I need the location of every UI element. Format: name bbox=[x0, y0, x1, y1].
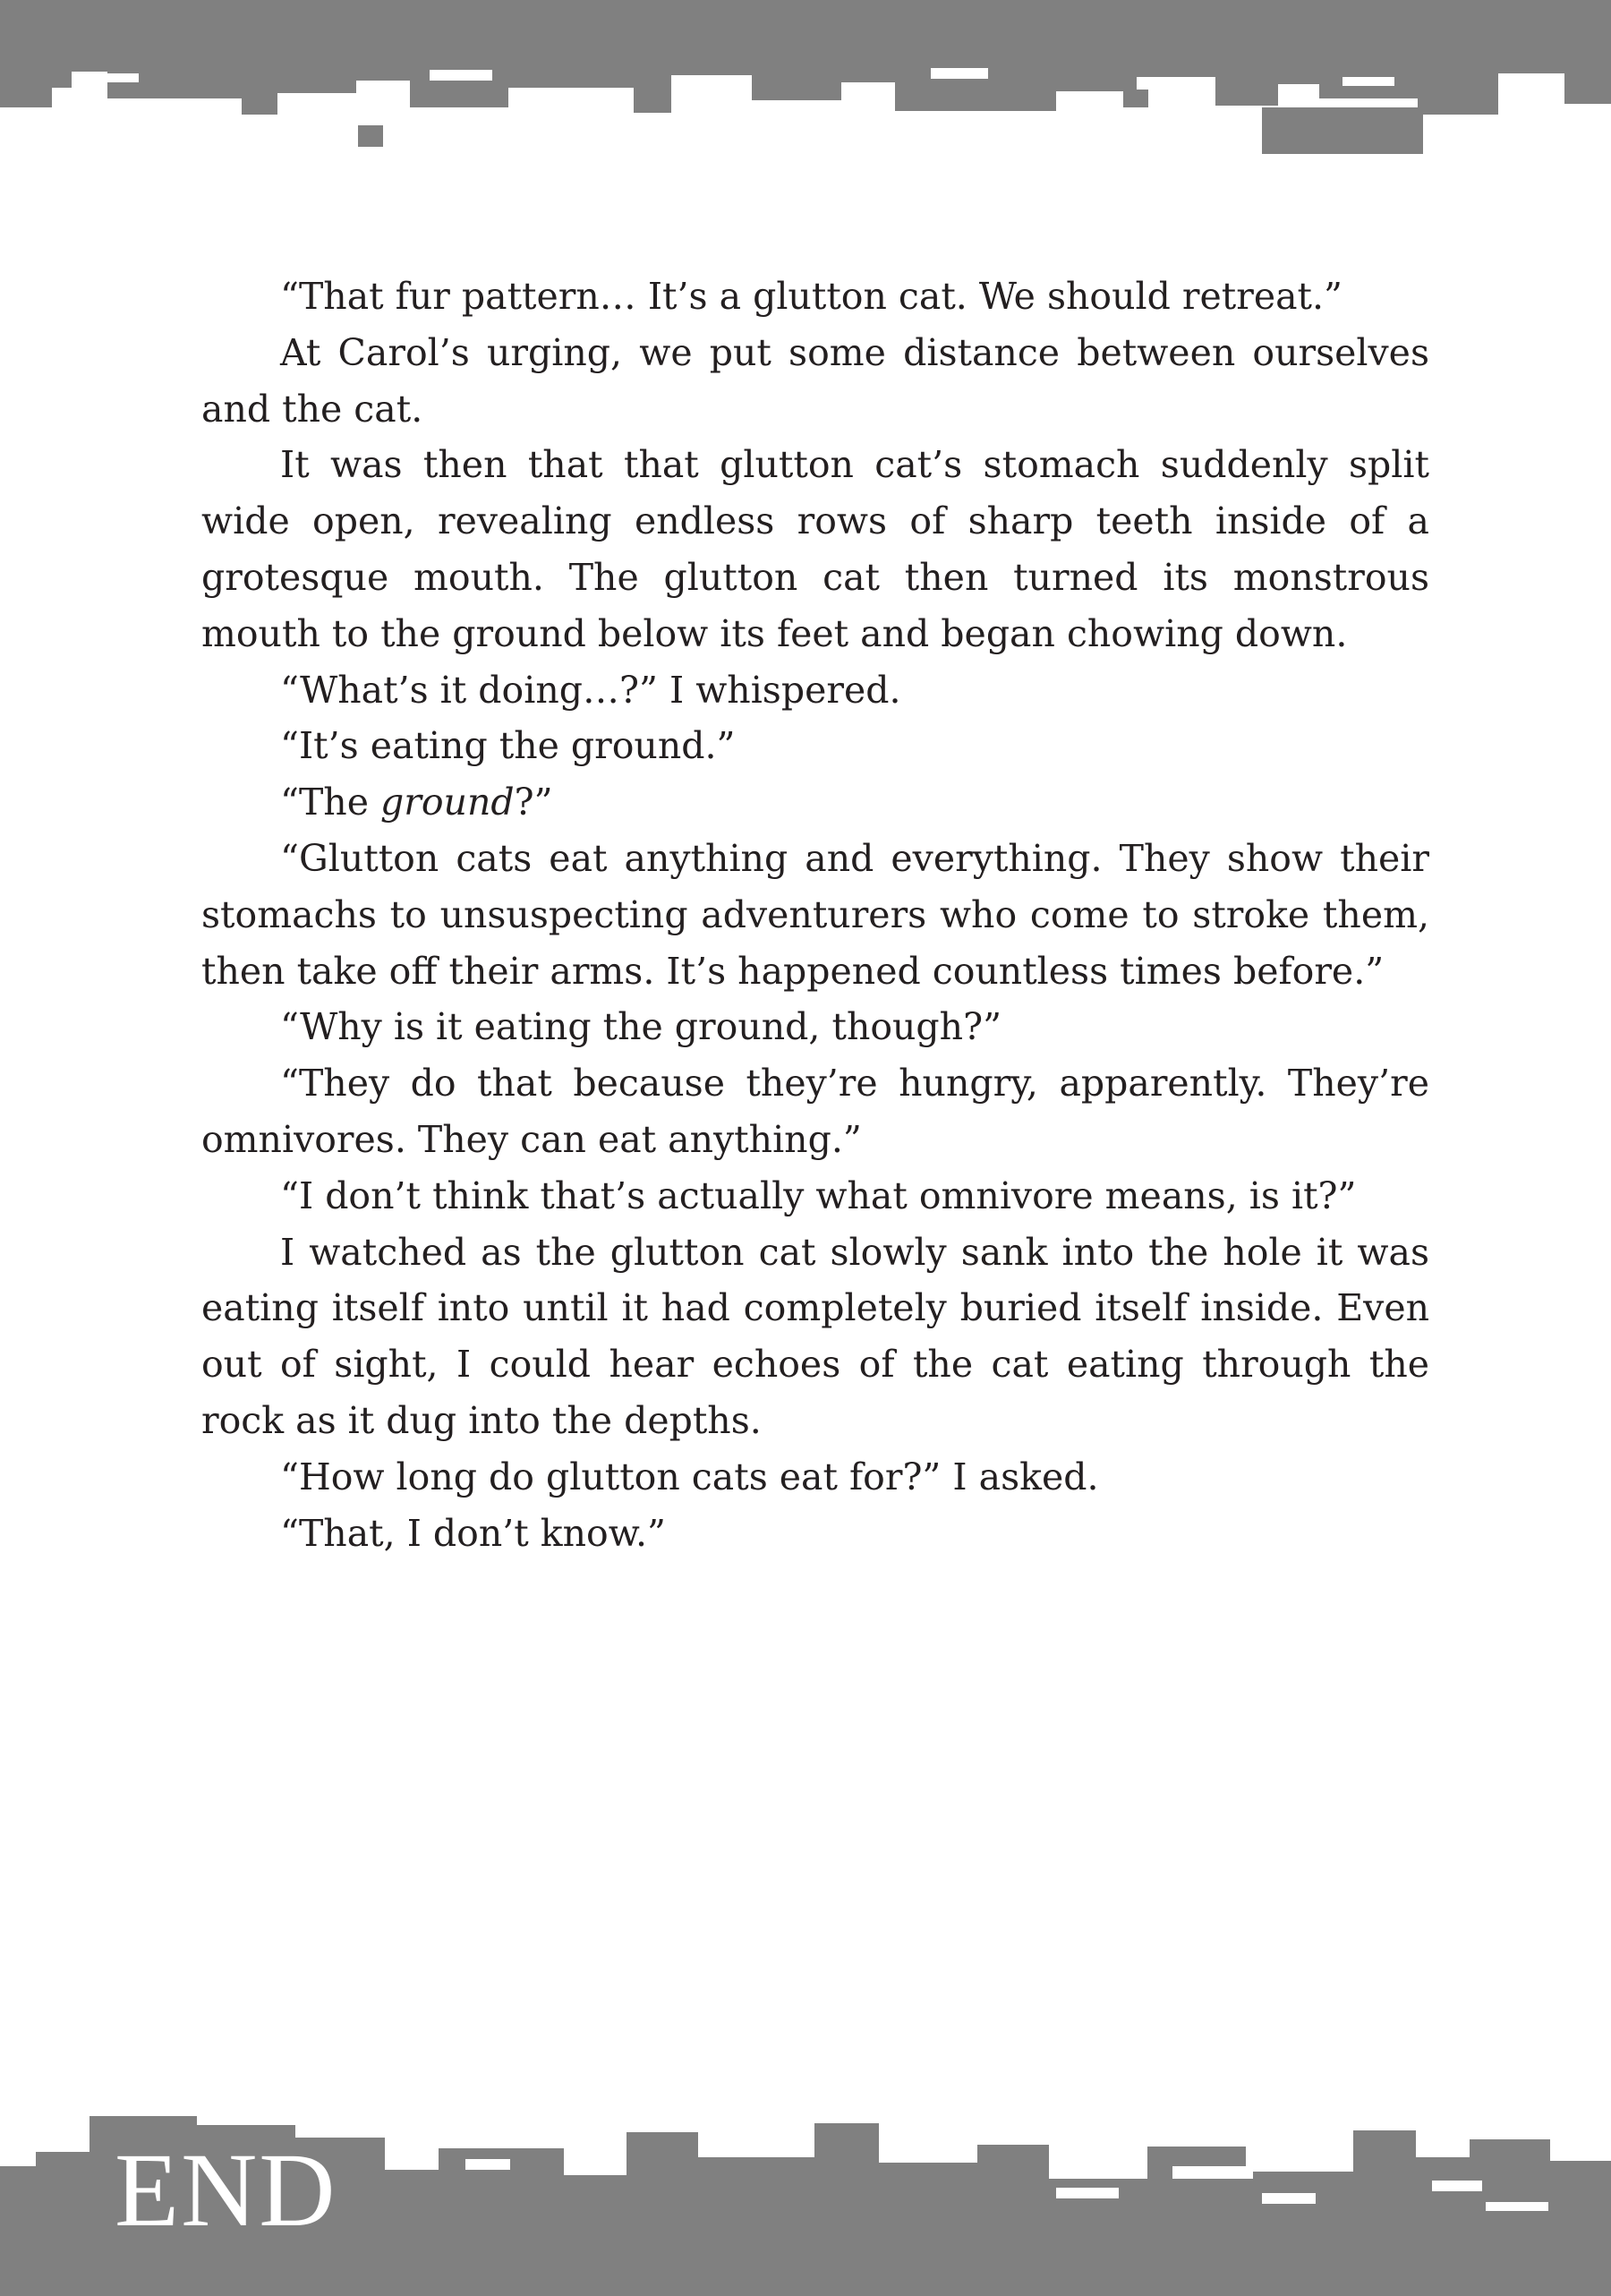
paragraph-6-emphasis: ground bbox=[380, 781, 515, 824]
end-label: END bbox=[115, 2131, 337, 2249]
paragraph-10: “I don’t think that’s actually what omnivore means, is it?” bbox=[280, 1174, 1357, 1217]
paragraph-1: “That fur pattern… It’s a glutton cat. We should retreat.” bbox=[280, 275, 1342, 318]
paragraph-7: “Glutton cats eat anything and everything. They show their stomachs to unsuspecting adventurers who come to stroke them, then take off their arms. It’s happened countless times before.” bbox=[201, 836, 1429, 993]
top-decorative-band bbox=[0, 0, 1611, 157]
paragraph-11: I watched as the glutton cat slowly sank into the hole it was eating itself into until it had completely buried itself inside. Even out of sight, I could hear echoes of the cat eating through the rock as it dug into the depths. bbox=[201, 1230, 1429, 1442]
paragraph-8: “Why is it eating the ground, though?” bbox=[280, 1005, 1002, 1049]
story-text bbox=[201, 269, 1429, 1561]
paragraph-6-post: ?” bbox=[514, 781, 553, 824]
paragraph-13: “That, I don’t know.” bbox=[280, 1511, 666, 1555]
paragraph-3: It was then that that glutton cat’s stomach suddenly split wide open, revealing endless rows of sharp teeth inside of a grotesque mouth. The glutton cat then turned its monstrous mouth to the ground below its feet and began chowing down. bbox=[201, 443, 1429, 655]
paragraph-4: “What’s it doing…?” I whispered. bbox=[280, 668, 901, 712]
paragraph-6 bbox=[201, 774, 1429, 831]
paragraph-9: “They do that because they’re hungry, apparently. They’re omnivores. They can eat anything.” bbox=[201, 1062, 1429, 1161]
paragraph-5: “It’s eating the ground.” bbox=[280, 724, 736, 768]
paragraph-6-pre: “The bbox=[280, 781, 381, 824]
paragraph-12: “How long do glutton cats eat for?” I asked. bbox=[280, 1455, 1099, 1498]
paragraph-2: At Carol’s urging, we put some distance between ourselves and the cat. bbox=[201, 330, 1429, 431]
